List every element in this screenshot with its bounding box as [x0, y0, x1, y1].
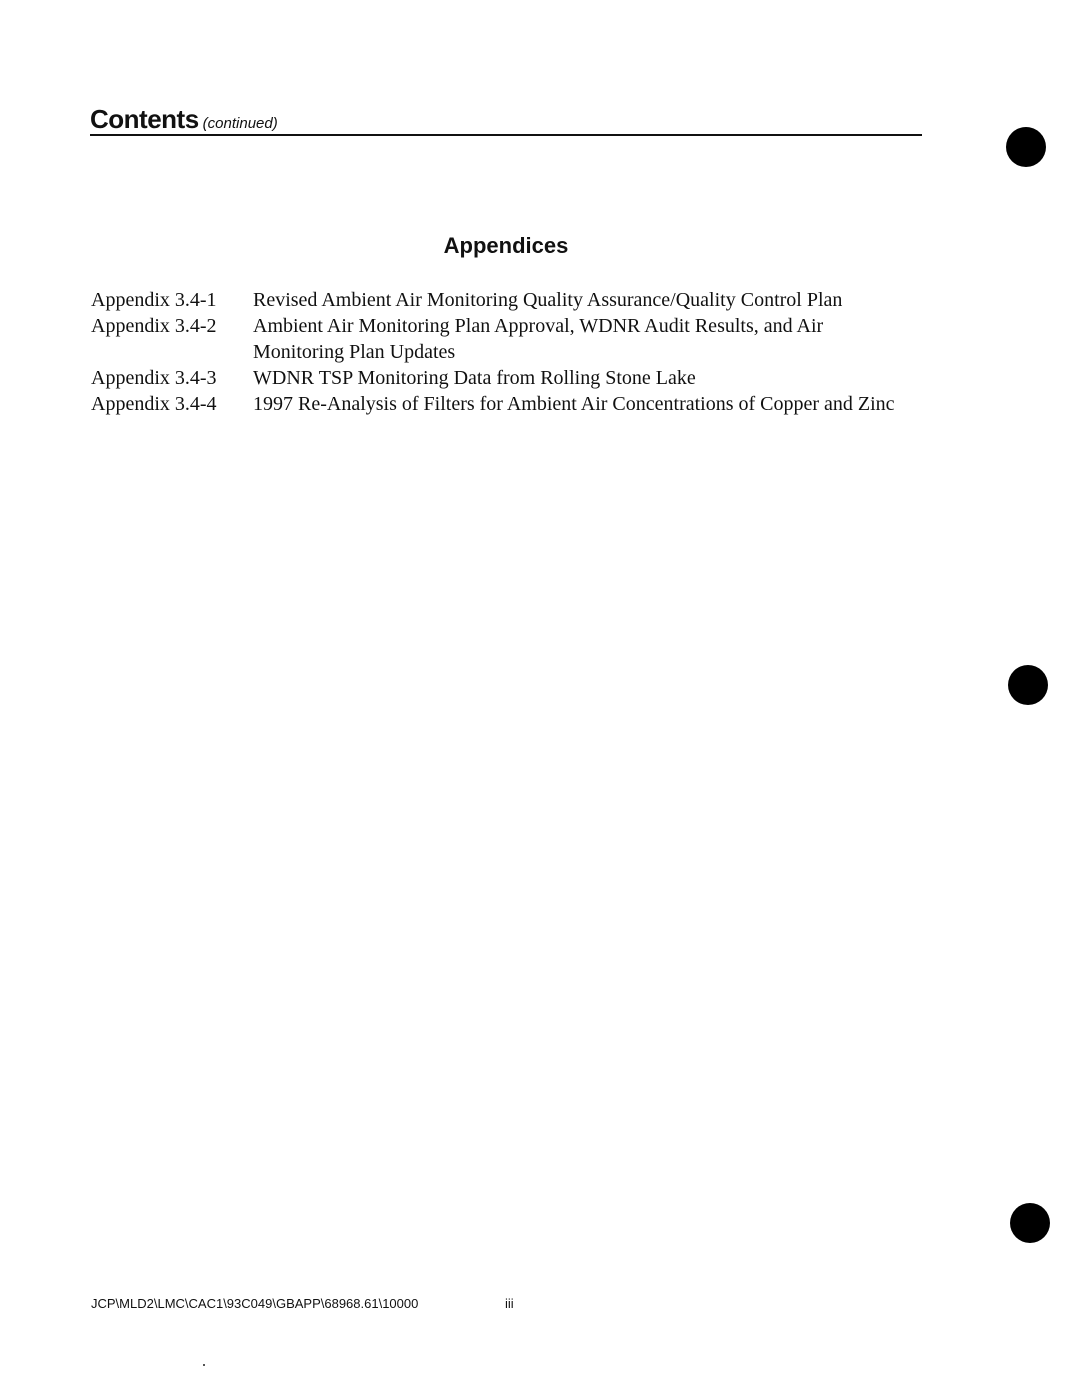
- appendix-label: Appendix 3.4-1: [91, 289, 217, 311]
- section-heading: Appendices: [443, 233, 569, 258]
- appendix-description: Ambient Air Monitoring Plan Approval, WDNR Audit Results, and Air Monitoring Plan Updates: [253, 315, 824, 363]
- appendix-row: [91, 287, 911, 313]
- appendix-description: 1997 Re-Analysis of Filters for Ambient Air Concentrations of Copper and Zinc: [253, 393, 895, 415]
- appendix-row: [91, 365, 911, 391]
- footer-file-path: JCP\MLD2\LMC\CAC1\93C049\GBAPP\68968.61\10000: [91, 1296, 419, 1311]
- punch-hole: [1006, 127, 1046, 167]
- scan-speck: [203, 1364, 205, 1366]
- header-title: Contents: [90, 104, 199, 134]
- header-rule: [90, 134, 922, 136]
- appendix-label: Appendix 3.4-2: [91, 315, 217, 337]
- appendix-row: [91, 313, 911, 365]
- punch-hole: [1010, 1203, 1050, 1243]
- footer-page-number: iii: [505, 1296, 514, 1311]
- page-header: [90, 104, 922, 135]
- appendix-list: [91, 287, 911, 417]
- appendix-row: [91, 391, 911, 417]
- appendix-description: Revised Ambient Air Monitoring Quality Assurance/Quality Control Plan: [253, 289, 843, 311]
- header-subtitle: (continued): [202, 115, 278, 132]
- appendix-description: WDNR TSP Monitoring Data from Rolling Stone Lake: [253, 367, 696, 389]
- appendix-label: Appendix 3.4-3: [91, 367, 217, 389]
- appendix-label: Appendix 3.4-4: [91, 393, 217, 415]
- punch-hole: [1008, 665, 1048, 705]
